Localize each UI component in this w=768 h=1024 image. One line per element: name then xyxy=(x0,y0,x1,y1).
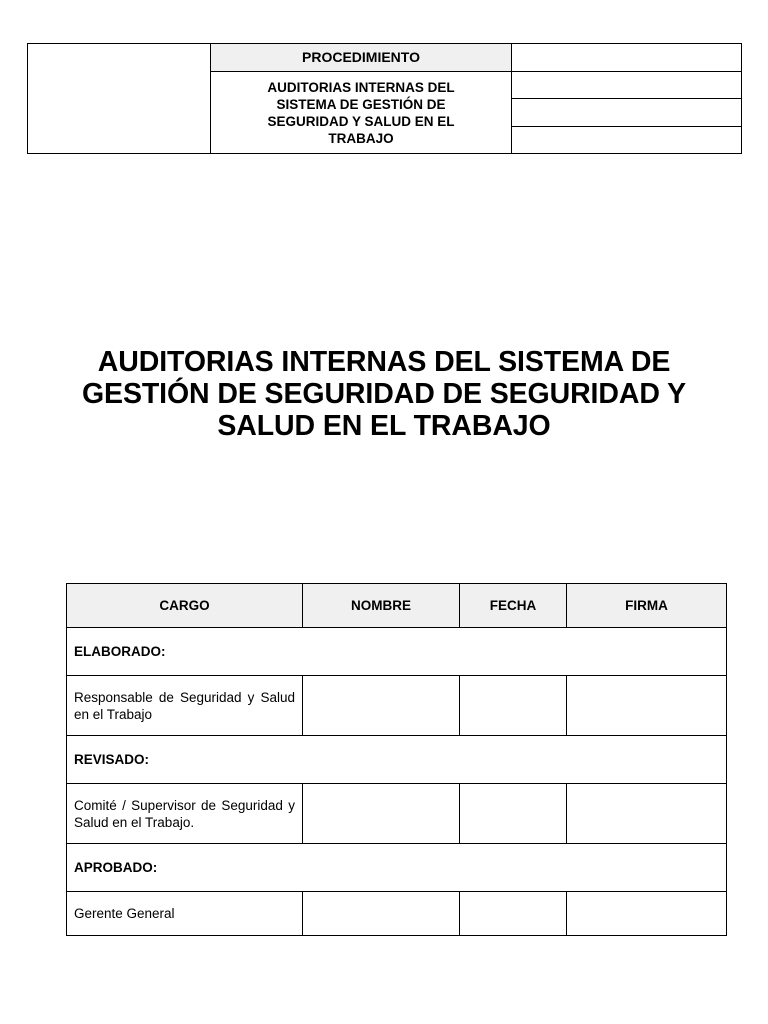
section-label: REVISADO: xyxy=(67,736,727,784)
table-row xyxy=(67,892,727,936)
header-subject-line: SEGURIDAD Y SALUD EN EL xyxy=(267,113,455,129)
header-subject-line: TRABAJO xyxy=(328,130,394,146)
date-cell xyxy=(460,892,567,936)
date-cell xyxy=(460,784,567,844)
column-header-cargo: CARGO xyxy=(67,584,303,628)
section-row-elaborado xyxy=(67,628,727,676)
header-info-cell-4 xyxy=(512,126,742,154)
title-line: GESTIÓN DE SEGURIDAD DE SEGURIDAD Y xyxy=(81,378,687,410)
name-cell xyxy=(303,892,460,936)
document-header-table xyxy=(27,43,742,154)
header-subject-line: SISTEMA DE GESTIÓN DE xyxy=(276,96,446,112)
section-label: APROBADO: xyxy=(67,844,727,892)
table-header-row xyxy=(67,584,727,628)
title-line: AUDITORIAS INTERNAS DEL SISTEMA DE xyxy=(97,346,671,378)
role-cell: Responsable de Seguridad y Salud en el Trabajo xyxy=(67,676,303,736)
column-header-fecha: FECHA xyxy=(460,584,567,628)
header-info-cell-2 xyxy=(512,71,742,99)
logo-cell xyxy=(28,44,211,154)
name-cell xyxy=(303,676,460,736)
signature-cell xyxy=(567,676,727,736)
signature-cell xyxy=(567,784,727,844)
header-subject-line: AUDITORIAS INTERNAS DEL xyxy=(267,79,455,95)
table-row xyxy=(67,676,727,736)
section-row-revisado xyxy=(67,736,727,784)
column-header-firma: FIRMA xyxy=(567,584,727,628)
column-header-nombre: NOMBRE xyxy=(303,584,460,628)
signature-cell xyxy=(567,892,727,936)
name-cell xyxy=(303,784,460,844)
header-info-cell-1 xyxy=(512,44,742,72)
approval-signature-table xyxy=(66,583,727,936)
procedure-label: PROCEDIMIENTO xyxy=(211,44,512,72)
title-line: SALUD EN EL TRABAJO xyxy=(217,410,551,442)
role-cell: Gerente General xyxy=(67,892,303,936)
header-subject xyxy=(211,71,512,154)
section-label: ELABORADO: xyxy=(67,628,727,676)
role-cell: Comité / Supervisor de Seguridad y Salud en el Trabajo. xyxy=(67,784,303,844)
section-row-aprobado xyxy=(67,844,727,892)
date-cell xyxy=(460,676,567,736)
table-row xyxy=(67,784,727,844)
document-title xyxy=(40,346,728,442)
header-info-cell-3 xyxy=(512,99,742,127)
